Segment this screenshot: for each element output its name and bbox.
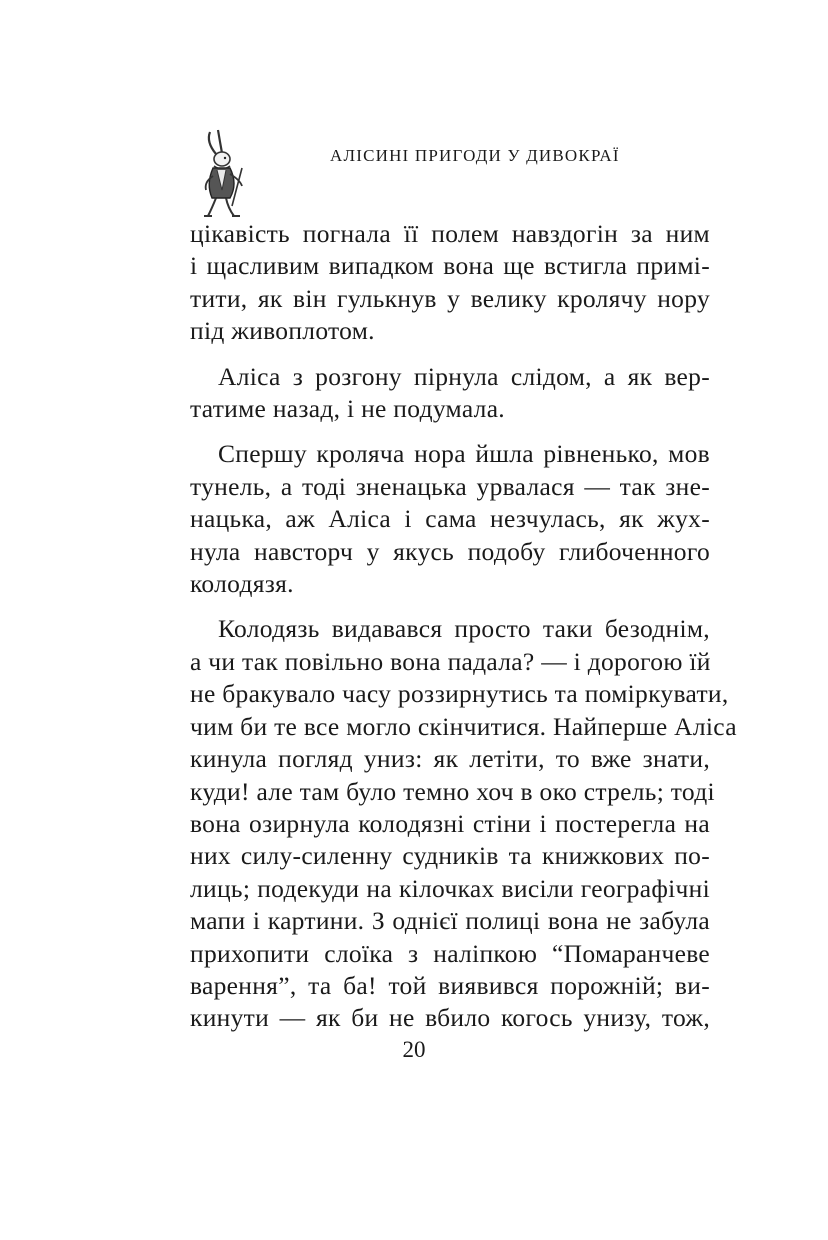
body-text [190,218,737,1035]
text-line: Аліса з розгону пірнула слідом, а як вер- [218,361,710,391]
text-line: мапи і картини. З однієї полиці вона не забула [190,906,710,936]
text-line: Колодязь видавався просто таки безоднім, [218,614,710,644]
text-line: нацька, аж Аліса і сама незчулась, як жух- [190,504,710,534]
text-line: кинула погляд униз: як летіти, то вже знати, [190,744,710,774]
text-line: цікавість погнала її полем навздогін за ним [190,219,710,248]
text-line: під живоплотом. [190,316,375,346]
text-line: тити, як він гулькнув у велику кролячу нору [190,283,710,313]
text-line: кинути — як би не вбило когось унизу, тож, [190,1003,710,1033]
paragraph [190,218,710,348]
text-line: чим би те все могло скінчитися. Найперше Аліса [190,711,737,741]
paragraph [190,361,710,426]
text-line: лиць; подекуди на кілочках висіли географічні [190,873,710,903]
running-head: АЛІСИНІ ПРИГОДИ У ДИВОКРАЇ [330,146,620,165]
text-line: варення”, та ба! той виявився порожній; ви- [190,970,710,1000]
text-line: прихопити слоїка з наліпкою “Помаранчеве [190,938,710,968]
white-rabbit-icon [196,128,254,220]
text-line: них силу-силенну судників та книжкових по- [190,841,710,871]
text-line: Спершу кроляча нора йшла рівненько, мов [218,439,710,469]
text-line: а чи так повільно вона падала? — і дорогою їй [190,646,711,676]
text-line: куди! але там було темно хоч в око стрель; тоді [190,776,715,806]
text-line: нула навсторч у якусь подобу глибоченного [190,536,710,566]
text-line: і щасливим випадком вона ще встигла примі- [190,251,710,281]
paragraph [190,438,710,600]
paragraph [190,613,737,1034]
text-line: татиме назад, і не подумала. [190,394,505,424]
text-line: не бракувало часу роззирнутись та поміркувати, [190,679,729,709]
text-line: тунель, а тоді зненацька урвалася — так зне- [190,471,710,501]
page-number: 20 [402,1037,426,1062]
text-line: вона озирнула колодязні стіни і постерегла на [190,808,710,838]
text-line: колодязя. [190,569,294,599]
